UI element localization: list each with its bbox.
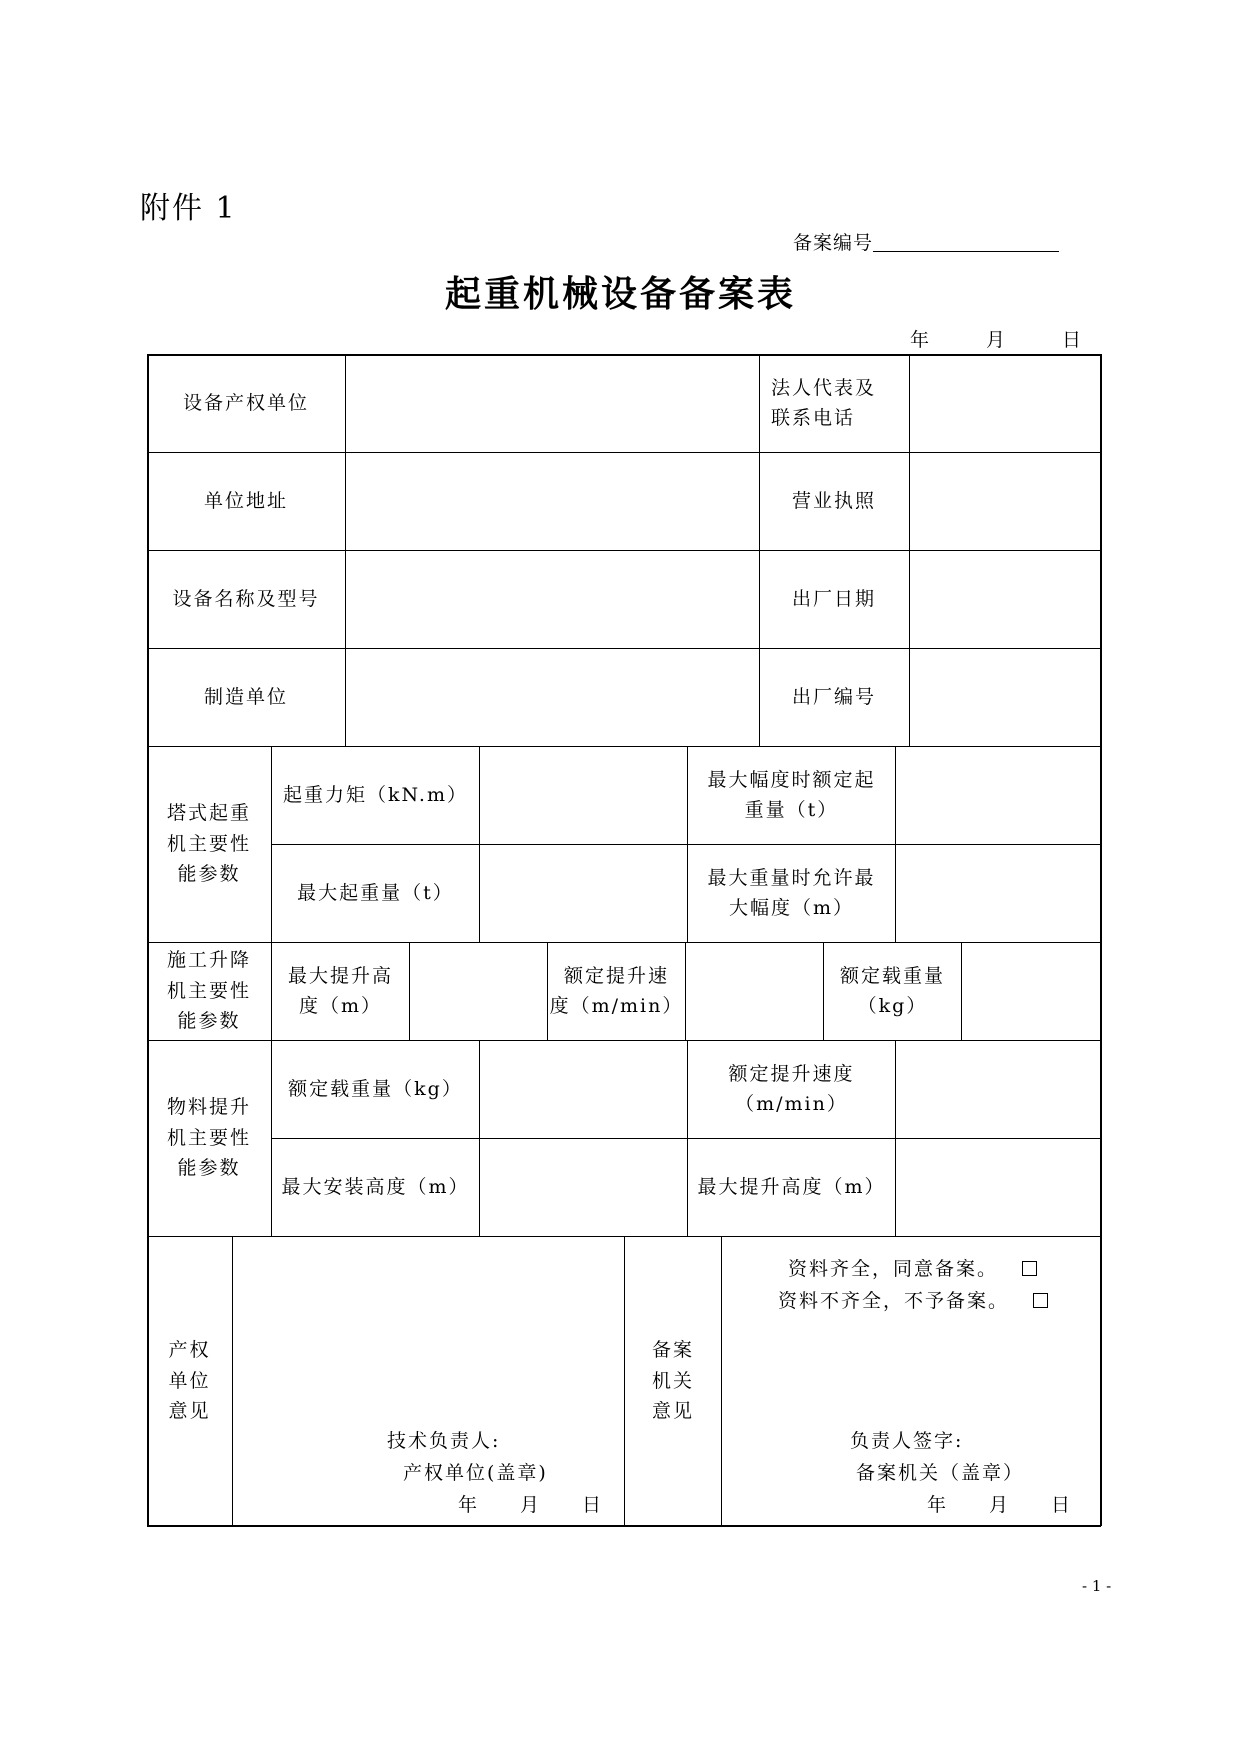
owner-opinion-label: 产权 单位 意见 xyxy=(168,1339,211,1423)
factory-no-label: 出厂编号 xyxy=(791,685,876,708)
registration-table xyxy=(147,354,1101,1526)
manufacturer-field[interactable] xyxy=(346,648,759,746)
date-year: 年 xyxy=(910,329,930,351)
material-hoist-label: 物料提升 机主要性 能参数 xyxy=(166,1096,251,1180)
license-field[interactable] xyxy=(910,452,1100,550)
construction-hoist-label: 施工升降 机主要性 能参数 xyxy=(166,949,251,1033)
material-rated-speed-field[interactable] xyxy=(896,1040,1100,1138)
authority-opinion-label: 备案 机关 意见 xyxy=(651,1339,694,1423)
legal-rep-label: 法人代表及 联系电话 xyxy=(771,376,877,429)
option-reject[interactable] xyxy=(778,1286,1048,1313)
owner-date-day: 日 xyxy=(582,1494,602,1516)
hoist-rated-speed-field[interactable] xyxy=(686,942,823,1040)
manufacturer-label: 制造单位 xyxy=(203,685,288,708)
factory-no-field[interactable] xyxy=(910,648,1100,746)
authority-opinion-date xyxy=(927,1490,1087,1516)
page-number: - 1 - xyxy=(1082,1577,1112,1595)
material-lift-height-field[interactable] xyxy=(896,1138,1100,1236)
date-day: 日 xyxy=(1062,329,1082,351)
equipment-name-label: 设备名称及型号 xyxy=(172,587,320,610)
lift-moment-field[interactable] xyxy=(480,746,687,844)
owner-date-year: 年 xyxy=(458,1494,478,1516)
owner-stamp-label: 产权单位(盖章) xyxy=(403,1462,548,1484)
material-install-height-field[interactable] xyxy=(480,1138,687,1236)
option-agree-label: 资料齐全，同意备案。 xyxy=(788,1258,999,1280)
legal-rep-field[interactable] xyxy=(910,354,1100,452)
authority-stamp-label: 备案机关（盖章） xyxy=(856,1462,1025,1484)
authority-opinion-area[interactable] xyxy=(722,1236,1100,1526)
owner-unit-label: 设备产权单位 xyxy=(182,391,309,414)
owner-date-month: 月 xyxy=(520,1494,540,1516)
hoist-max-height-label: 最大提升高 度（m） xyxy=(287,964,393,1017)
lift-moment-label: 起重力矩（kN.m） xyxy=(283,783,468,806)
record-number-label: 备案编号 xyxy=(793,232,874,254)
signer-label: 负责人签字: xyxy=(850,1430,964,1452)
max-load-range-label: 最大重量时允许最 大幅度（m） xyxy=(707,866,876,919)
material-rated-speed-label: 额定提升速度 （m/min） xyxy=(728,1062,855,1115)
material-install-height-label: 最大安装高度（m） xyxy=(281,1175,470,1198)
material-rated-load-label: 额定载重量（kg） xyxy=(288,1077,463,1100)
license-label: 营业执照 xyxy=(791,489,876,512)
date-month: 月 xyxy=(986,329,1006,351)
hoist-rated-speed-label: 额定提升速 度（m/min） xyxy=(549,964,684,1017)
agree-checkbox[interactable] xyxy=(1022,1261,1037,1276)
factory-date-field[interactable] xyxy=(910,550,1100,648)
authority-date-year: 年 xyxy=(927,1494,947,1516)
authority-date-month: 月 xyxy=(989,1494,1009,1516)
max-load-label: 最大起重量（t） xyxy=(297,881,454,904)
option-agree[interactable] xyxy=(788,1254,1037,1281)
option-reject-label: 资料不齐全，不予备案。 xyxy=(778,1290,1010,1312)
equipment-name-field[interactable] xyxy=(346,550,759,648)
attachment-label: 附件 1 xyxy=(140,191,237,226)
max-range-load-field[interactable] xyxy=(896,746,1100,844)
address-field[interactable] xyxy=(346,452,759,550)
hoist-rated-load-label: 额定载重量 （kg） xyxy=(839,964,945,1017)
reject-checkbox[interactable] xyxy=(1033,1293,1048,1308)
max-range-load-label: 最大幅度时额定起 重量（t） xyxy=(707,768,876,821)
material-lift-height-label: 最大提升高度（m） xyxy=(697,1175,886,1198)
max-load-field[interactable] xyxy=(480,844,687,942)
tower-crane-label: 塔式起重 机主要性 能参数 xyxy=(166,802,251,886)
record-number-field[interactable] xyxy=(873,251,1059,252)
factory-date-label: 出厂日期 xyxy=(791,587,876,610)
hoist-max-height-field[interactable] xyxy=(410,942,547,1040)
address-label: 单位地址 xyxy=(203,489,288,512)
form-title: 起重机械设备备案表 xyxy=(444,273,796,315)
max-load-range-field[interactable] xyxy=(896,844,1100,942)
owner-opinion-area[interactable] xyxy=(233,1236,624,1526)
hoist-rated-load-field[interactable] xyxy=(962,942,1100,1040)
tech-person-label: 技术负责人: xyxy=(387,1430,501,1452)
owner-opinion-date xyxy=(458,1490,618,1516)
owner-unit-field[interactable] xyxy=(346,354,759,452)
material-rated-load-field[interactable] xyxy=(480,1040,687,1138)
authority-date-day: 日 xyxy=(1051,1494,1071,1516)
